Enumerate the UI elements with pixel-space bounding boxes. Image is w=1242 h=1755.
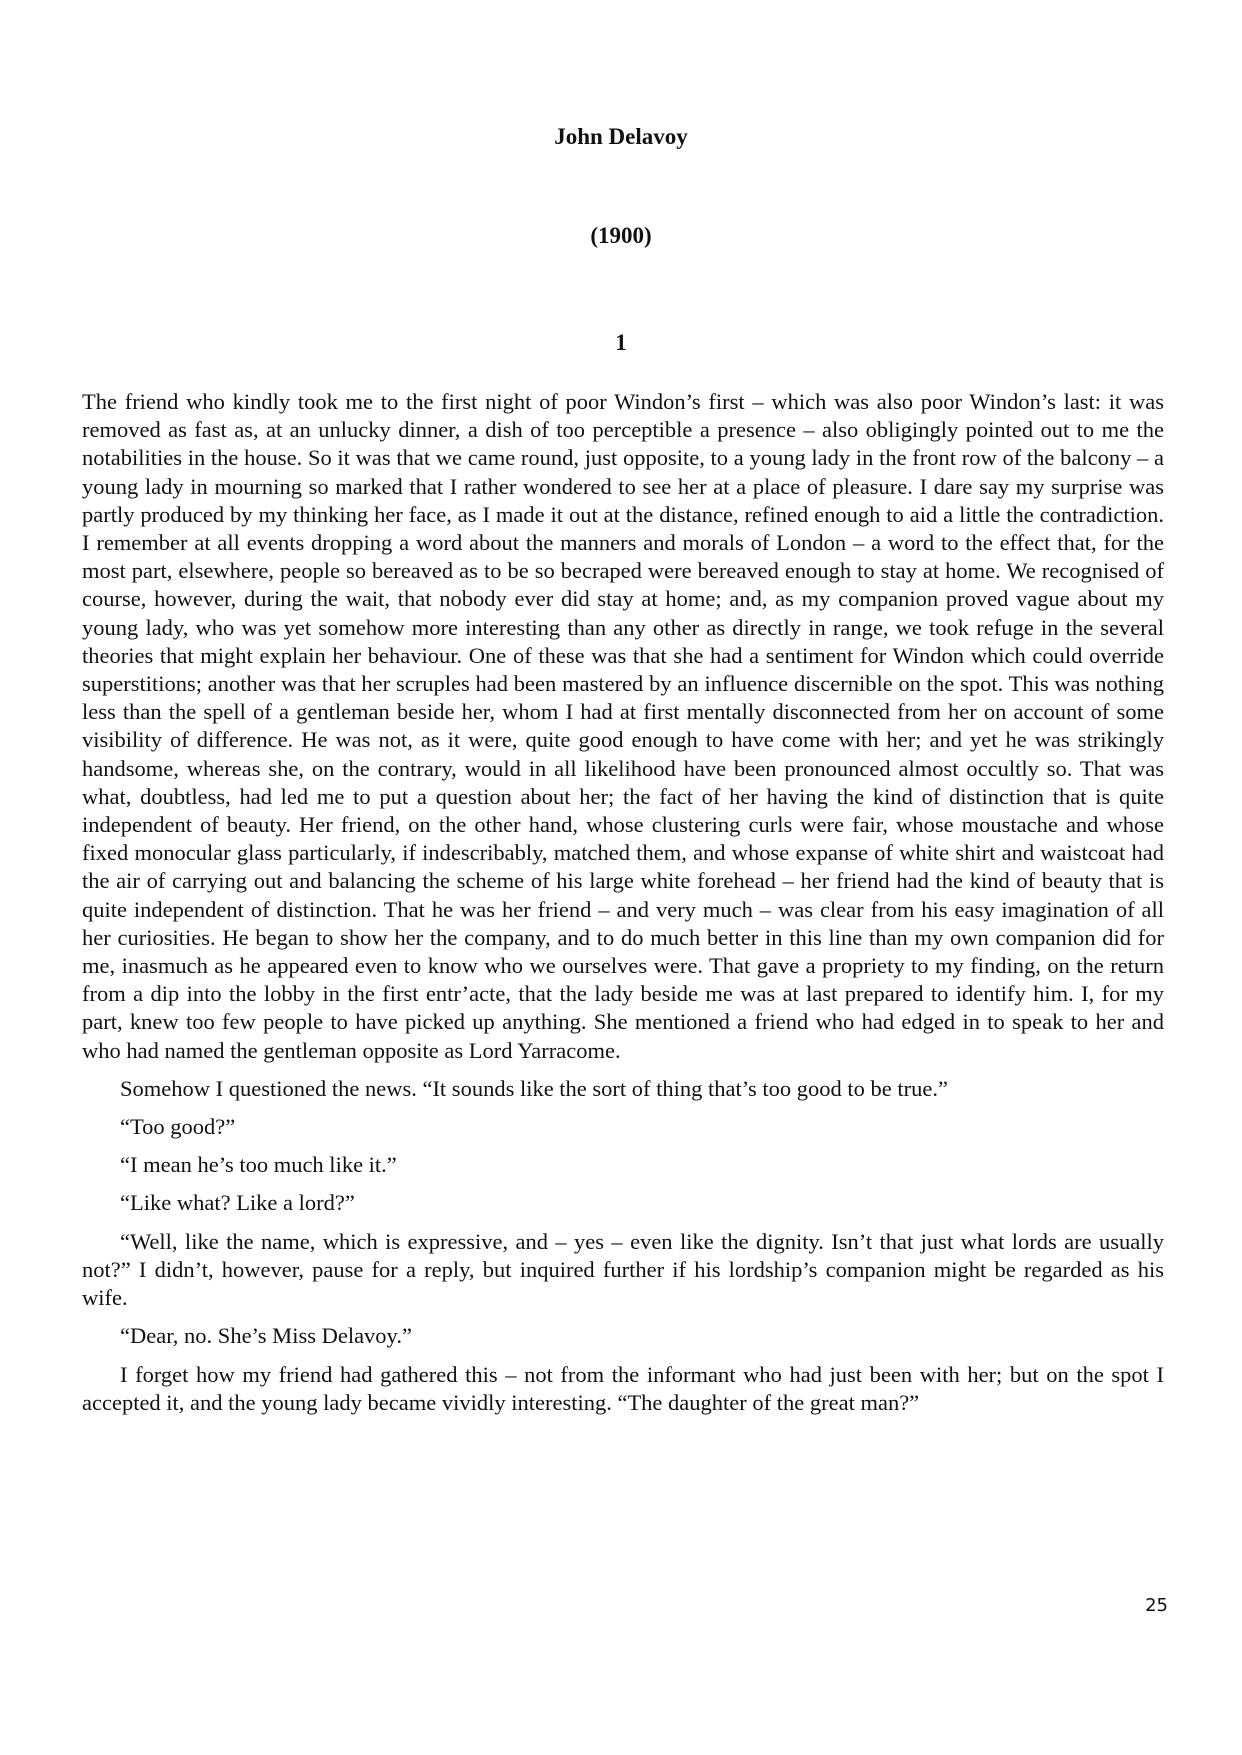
- paragraph: “Too good?”: [120, 1114, 236, 1140]
- paragraph: I forget how my friend had gathered this – not from the informant who had just been with her; but on the spot I accepted it, and the young lady became vividly interesting. “The daughter of the great man?”: [82, 1361, 1164, 1415]
- chapter-number: 1: [615, 330, 627, 355]
- paragraph: Somehow I questioned the news. “It sounds like the sort of thing that’s too good to be true.”: [120, 1075, 948, 1101]
- body-text: [82, 388, 1164, 1427]
- page-number: 25: [1145, 1595, 1168, 1616]
- paragraph: “Like what? Like a lord?”: [120, 1190, 355, 1216]
- paragraph: “Well, like the name, which is expressive, and – yes – even like the dignity. Isn’t that just what lords are usually not?” I didn’t, however, pause for a reply, but inquired further if his lordship’s companion might be regarded as his wife.: [82, 1228, 1164, 1311]
- paragraph: “I mean he’s too much like it.”: [120, 1152, 397, 1178]
- paragraph: “Dear, no. She’s Miss Delavoy.”: [120, 1323, 412, 1349]
- paragraph: The friend who kindly took me to the first night of poor Windon’s first – which was also poor Windon’s last: it was removed as fast as, at an unlucky dinner, a dish of too perceptible a presence – also obligingly pointed out to me the notabilities in the house. So it was that we came round, just opposite, to a young lady in the front row of the balcony – a young lady in mourning so marked that I rather wondered to see her at a place of pleasure. I dare say my surprise was partly produced by my thinking her face, as I made it out at the distance, refined enough to aid a little the contradiction. I remember at all events dropping a word about the manners and morals of London – a word to the effect that, for the most part, elsewhere, people so bereaved as to be so becraped were bereaved enough to stay at home. We recognised of course, however, during the wait, that nobody ever did stay at home; and, as my companion proved vague about my young lady, who was yet somehow more interesting than any other as directly in range, we took refuge in the several theories that might explain her behaviour. One of these was that she had a sentiment for Windon which could override superstitions; another was that her scruples had been mastered by an influence discernible on the spot. This was nothing less than the spell of a gentleman beside her, whom I had at first mentally disconnected from her on account of some visibility of difference. He was not, as it were, quite good enough to have come with her; and yet he was strikingly handsome, whereas she, on the contrary, would in all likelihood have been pronounced almost occultly so. That was what, doubtless, had led me to put a question about her; the fact of her having the kind of distinction that is quite independent of beauty. Her friend, on the other hand, whose clustering curls were fair, whose moustache and whose fixed monocular glass particularly, if indescribably, matched them, and whose expanse of white shirt and waistcoat had the air of carrying out and balancing the scheme of his large white forehead – her friend had the kind of beauty that is quite independent of distinction. That he was her friend – and very much – was clear from his easy imagination of all her curiosities. He began to show her the company, and to do much better in this line than my own companion did for me, inasmuch as he appeared even to know who we ourselves were. That gave a propriety to my finding, on the return from a dip into the lobby in the first entr’acte, that the lady beside me was at last prepared to identify him. I, for my part, knew too few people to have picked up anything. She mentioned a friend who had edged in to speak to her and who had named the gentleman opposite as Lord Yarracome.: [82, 389, 1164, 1063]
- story-year: (1900): [590, 223, 652, 248]
- story-title: John Delavoy: [554, 124, 688, 149]
